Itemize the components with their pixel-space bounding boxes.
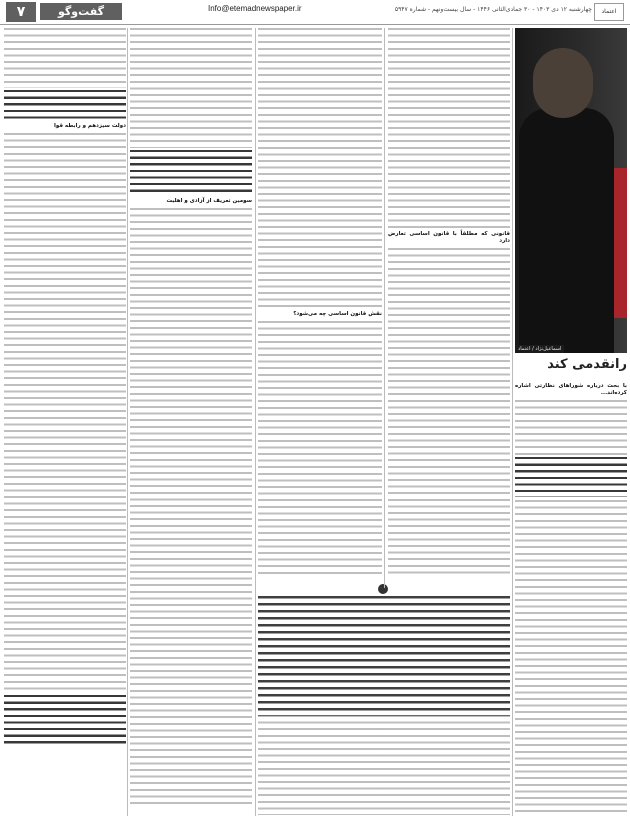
column-4-body-a bbox=[130, 28, 252, 148]
photo-credit: اسماعیل‌نژاد / اعتماد bbox=[515, 345, 564, 353]
column-3-bottom-body bbox=[258, 715, 510, 815]
column-2-body-b bbox=[388, 248, 510, 578]
column-4-highlight bbox=[130, 150, 252, 195]
person-silhouette bbox=[519, 108, 614, 353]
column-1-body-b bbox=[515, 500, 627, 816]
column-3-body-a bbox=[258, 28, 382, 308]
column-5-highlight-a bbox=[4, 90, 126, 120]
column-5-highlight-b bbox=[4, 695, 126, 745]
column-2-body-a bbox=[388, 28, 510, 228]
newspaper-logo: اعتماد bbox=[594, 3, 624, 21]
column-3 bbox=[258, 28, 382, 588]
main-headline: رانقدمی کند bbox=[547, 357, 627, 372]
column-1-lead: با بحث درباره شوراهای نظارتی اشاره کرده‌اند... bbox=[515, 383, 627, 396]
contact-email[interactable]: Info@etemadnewspaper.ir bbox=[208, 4, 302, 13]
column-divider bbox=[255, 28, 256, 816]
column-divider bbox=[127, 28, 128, 816]
column-4 bbox=[130, 28, 252, 818]
column-divider bbox=[512, 28, 513, 816]
column-5-lead: دولت سیزدهم و رابطه قوا bbox=[54, 123, 126, 129]
issue-date: چهارشنبه ۱۲ دی ۱۴۰۳ - ۳۰ جمادی‌الثانی ۱۴۴۶ - سال بیست‌ونهم - شماره ۵۹۴۷ bbox=[394, 6, 592, 13]
column-divider bbox=[384, 28, 385, 588]
column-3-body-b bbox=[258, 321, 382, 576]
person-face bbox=[533, 48, 593, 118]
column-1-highlight bbox=[515, 457, 627, 497]
column-2-lead: قانونی که مطلقاً با قانون اساسی تعارض دارد bbox=[388, 231, 510, 244]
column-5 bbox=[4, 28, 126, 818]
column-4-lead: سومین تعریف از آزادی و اهلیت bbox=[166, 198, 252, 204]
quote-star-icon bbox=[378, 584, 388, 594]
column-3-lead: نقش قانون اساسی چه می‌شود؟ bbox=[293, 311, 382, 317]
pull-quote bbox=[258, 592, 510, 712]
column-5-body-b bbox=[4, 133, 126, 693]
column-4-body-b bbox=[130, 208, 252, 808]
column-1-body-a bbox=[515, 400, 627, 455]
page-header bbox=[0, 0, 630, 25]
interview-photo bbox=[515, 28, 627, 353]
column-1 bbox=[515, 380, 627, 816]
column-3-bottom bbox=[258, 715, 510, 815]
column-5-body-a bbox=[4, 28, 126, 88]
pull-quote-lines bbox=[258, 596, 510, 716]
section-title: گفت‌وگو bbox=[40, 3, 122, 20]
page-number: ۷ bbox=[6, 2, 36, 22]
column-2 bbox=[388, 28, 510, 588]
